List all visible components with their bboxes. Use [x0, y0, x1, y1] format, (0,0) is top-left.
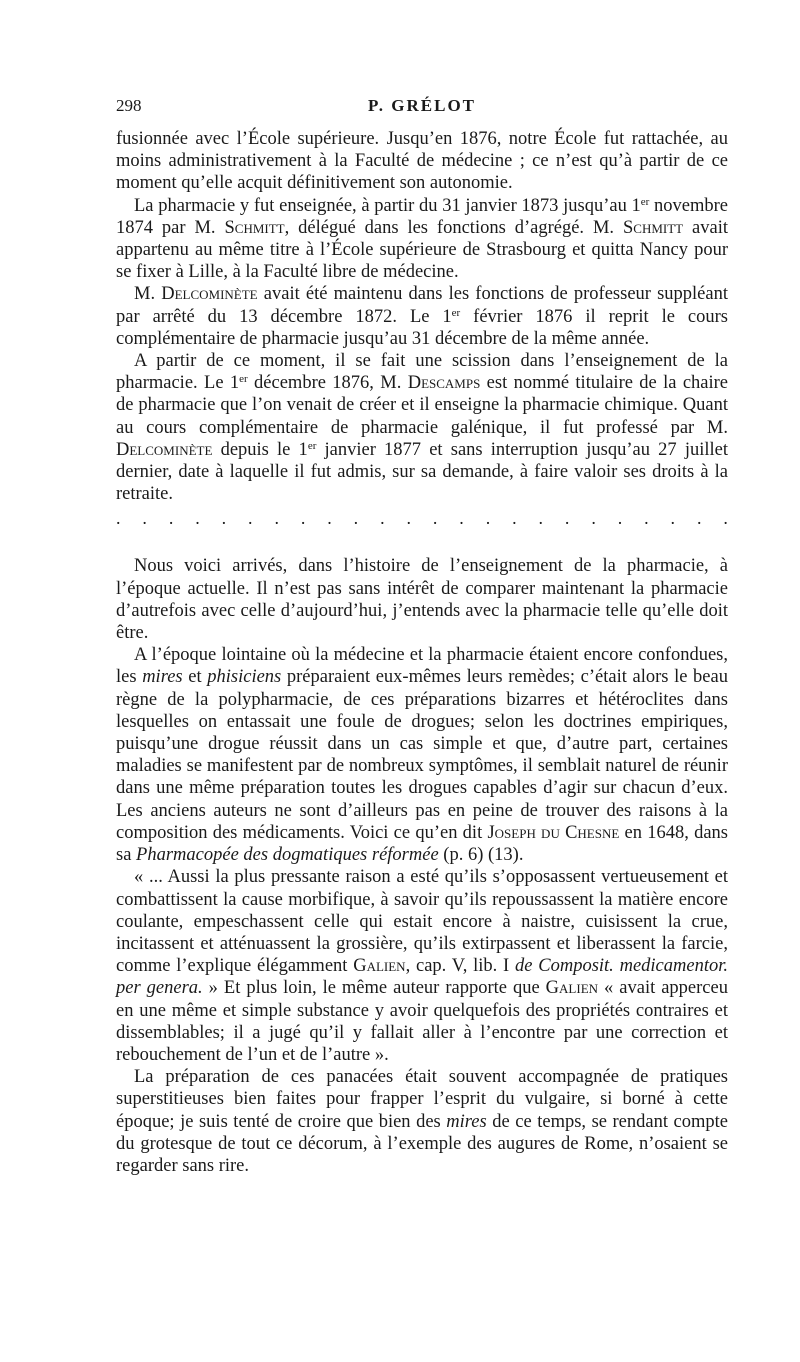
paragraph-3: M. Delcominète avait été maintenu dans les fonctions de professeur suppléant par arrêté du 13 décembre 1872. Le 1er février 1876 il reprit le cours complémentaire de pharmacie jusqu’au 31 décembre de la même année.	[116, 284, 728, 349]
paragraph-6: A l’époque lointaine où la médecine et la pharmacie étaient encore confondues, les mires et phisiciens préparaient eux-mêmes leurs remèdes; c’était alors le beau règne de la polypharmacie, de ces préparations bizarres et hétéroclites dans lesquelles on entassait une foule de drogues; selon les doctrines empiriques, puisqu’une drogue réussit dans un cas simple et que, d’autre part, certaines maladies se manifestent par de nombreux symptômes, il semblait naturel de réunir dans une même préparation toutes les drogues capables d’agir sur chacun d’eux. Les anciens auteurs ne sont d’ailleurs pas en peine de trouver des raisons à la composition des médicaments. Voici ce qu’en dit Joseph du Chesne en 1648, dans sa Pharmacopée des dogmatiques réformée (p. 6) (13).	[116, 645, 729, 866]
person-name: Delcominète	[161, 284, 258, 305]
separator-dot: .	[670, 508, 676, 529]
paragraph-2: La pharmacie y fut enseignée, à partir du 31 janvier 1873 jusqu’au 1er novembre 1874 par M. Schmitt, délégué dans les fonctions d’agrégé. M. Schmitt avait appartenu au même titre à l’École supérieure de Strasbourg et quitta Nancy pour se fixer à Lille, à la Faculté libre de médecine.	[116, 195, 728, 283]
running-head-author: P. GRÉLOT	[367, 96, 477, 115]
paragraph-7-quotation: « ... Aussi la plus pressante raison a esté qu’ils s’opposassent vertueusement et combattissent la cause morbifique, à savoir qu’ils repoussassent la matière encore coulante, empeschassent celle qui estait encore à naistre, cuisissent la crue, incitassent et atténuassent la grossière, qu’ils extirpassent et liberassent la farcie, comme l’explique élégamment Galien, cap. V, lib. I de Composit. medicamentor. per genera. » Et plus loin, le même auteur rapporte que Galien « avait apperceu en une même et simple substance y avoir quelquefois des propriétés contraires et dissemblables; il a jugé qu’il y fallait aller à l’encontre par une correction et rebouchement de l’un et de l’autre ».	[116, 867, 728, 1065]
separator-dot: .	[617, 508, 623, 529]
separator-dot: .	[116, 508, 121, 529]
separator-dot: .	[459, 508, 464, 529]
separator-dot: .	[432, 508, 438, 529]
separator-dot: .	[591, 508, 596, 529]
separator-dot: .	[538, 508, 543, 529]
person-name: Delcominète	[116, 439, 213, 460]
paragraph-5: Nous voici arrivés, dans l’histoire de l’enseignement de la pharmacie, à l’époque actuelle. Il n’est pas sans intérêt de comparer maintenant la pharmacie d’autrefois avec celle d’aujourd’hui, j’entends avec la pharmacie telle qu’elle doit être.	[116, 556, 728, 644]
paragraph-8: La préparation de ces panacées était souvent accompagnée de pratiques superstitieuses bien faites pour frapper l’esprit du vulgaire, si borné à cette époque; je suis tenté de croire que bien des mires de ce temps, se rendant compte du grotesque de tout ce décorum, à l’exemple des augures de Rome, n’osaient se regarder sans rire.	[116, 1067, 728, 1176]
person-name: Galien	[353, 956, 406, 977]
separator-dot: .	[564, 508, 570, 529]
separator-dot: .	[274, 508, 279, 529]
separator-dot: .	[142, 508, 147, 529]
person-name: Schmitt	[224, 217, 285, 238]
separator-dot: .	[696, 508, 702, 529]
separator-dot: .	[221, 508, 227, 529]
section-separator	[116, 507, 728, 529]
italic-term: phisiciens	[207, 667, 282, 688]
book-page	[116, 96, 728, 1177]
italic-term: mires	[446, 1111, 487, 1132]
book-title: de Composit. medicamentor. per genera.	[116, 956, 728, 999]
running-head	[116, 96, 728, 118]
person-name: Joseph du Chesne	[487, 822, 620, 843]
separator-dot: .	[512, 508, 517, 529]
paragraph-4: A partir de ce moment, il se fait une scission dans l’enseignement de la pharmacie. Le 1er décembre 1876, M. Descamps est nommé titulaire de la chaire de pharmacie que l’on venait de créer et il enseigne la pharmacie chimique. Quant au cours complémentaire de pharmacie galénique, il fut professé par M. Delcominète depuis le 1er janvier 1877 et sans interruption jusqu’au 27 juillet dernier, date à laquelle il fut admis, sur sa demande, à faire valoir ses droits à la retraite.	[116, 351, 729, 505]
separator-dot: .	[195, 508, 200, 529]
separator-dot: .	[353, 508, 359, 529]
page-number: 298	[116, 96, 142, 115]
separator-dot: .	[485, 508, 491, 529]
separator-dot: .	[644, 508, 649, 529]
separator-dot: .	[327, 508, 332, 529]
separator-dot: .	[248, 508, 253, 529]
italic-term: mires	[142, 667, 183, 688]
separator-dot: .	[300, 508, 306, 529]
book-title: Pharmacopée des dogmatiques réformée	[136, 845, 439, 866]
paragraph-1: fusionnée avec l’École supérieure. Jusqu’en 1876, notre École fut rattachée, au moins administrativement à la Faculté de médecine ; ce n’est qu’à partir de ce moment qu’elle acquit définitivement son autonomie.	[116, 129, 728, 194]
person-name: Descamps	[407, 373, 481, 394]
separator-dot: .	[380, 508, 385, 529]
person-name: Galien	[545, 978, 599, 999]
separator-dot: .	[168, 508, 174, 529]
separator-dot: .	[723, 508, 728, 529]
separator-dot: .	[406, 508, 411, 529]
person-name: Schmitt	[622, 217, 684, 238]
